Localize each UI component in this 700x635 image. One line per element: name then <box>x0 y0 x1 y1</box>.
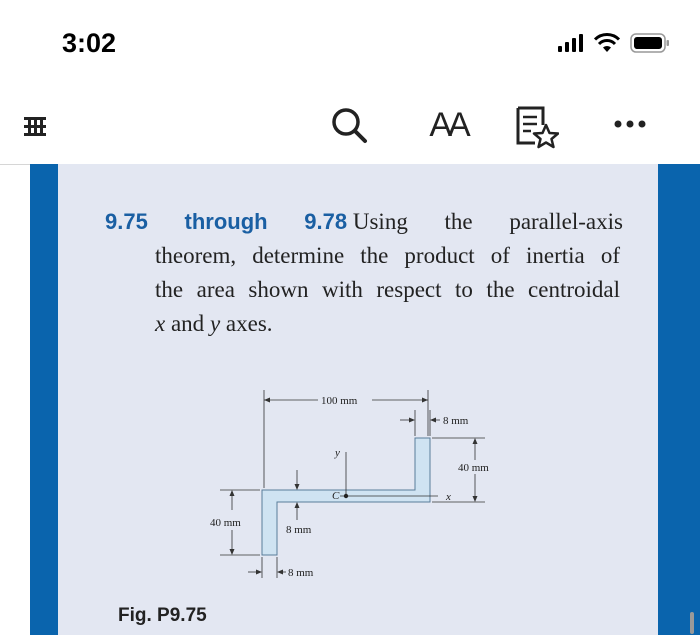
text-size-label: AA <box>429 105 467 144</box>
problem-line-4 <box>105 307 620 341</box>
problem-line-1 <box>105 205 623 239</box>
wifi-icon <box>594 33 620 53</box>
axis-x-text: x <box>155 311 166 336</box>
hamburger-icon <box>22 114 48 140</box>
problem-text-axes: axes. <box>220 311 273 336</box>
problem-number-end: 9.78 <box>304 209 348 234</box>
dim-top-width: 100 mm <box>321 395 358 407</box>
axis-y-text: y <box>209 311 221 336</box>
menu-button[interactable] <box>18 110 52 144</box>
status-time: 3:02 <box>62 28 117 58</box>
dim-right-height: 40 mm <box>458 462 489 474</box>
search-icon <box>329 105 369 145</box>
figure-caption: Fig. P9.75 <box>118 605 207 626</box>
figure-diagram <box>200 380 510 590</box>
notes-button[interactable] <box>512 104 560 150</box>
notes-star-icon <box>513 105 559 149</box>
dim-left-height: 40 mm <box>210 517 241 529</box>
search-button[interactable] <box>328 104 370 146</box>
dim-web-thickness: 8 mm <box>286 524 312 536</box>
problem-line-2: theorem, determine the product of inertia of <box>155 243 620 268</box>
problem-word: Using <box>352 209 408 234</box>
battery-icon <box>630 32 670 54</box>
more-button[interactable] <box>610 112 650 136</box>
dim-bottom-thickness: 8 mm <box>288 567 314 579</box>
axis-x-label: x <box>446 491 451 503</box>
status-icons <box>558 32 670 54</box>
scrollbar-thumb[interactable] <box>690 612 694 634</box>
problem-number-start: 9.75 <box>105 209 148 234</box>
problem-range-end <box>304 205 408 239</box>
problem-word: parallel-axis <box>509 209 623 234</box>
problem-line-3: the area shown with respect to the centroidal <box>155 277 620 302</box>
dim-top-thickness: 8 mm <box>443 415 469 427</box>
reader-toolbar <box>0 92 700 165</box>
status-bar <box>0 0 700 90</box>
problem-text-and: and <box>165 311 210 336</box>
text-size-button[interactable] <box>418 102 478 148</box>
signal-icon <box>558 33 584 53</box>
more-icon <box>613 119 647 129</box>
centroid-point <box>344 494 348 498</box>
problem-word: the <box>444 209 473 234</box>
problem-through: through <box>184 209 268 234</box>
axis-y-label: y <box>335 447 340 459</box>
centroid-label: C <box>332 490 340 502</box>
problem-text <box>105 205 625 341</box>
